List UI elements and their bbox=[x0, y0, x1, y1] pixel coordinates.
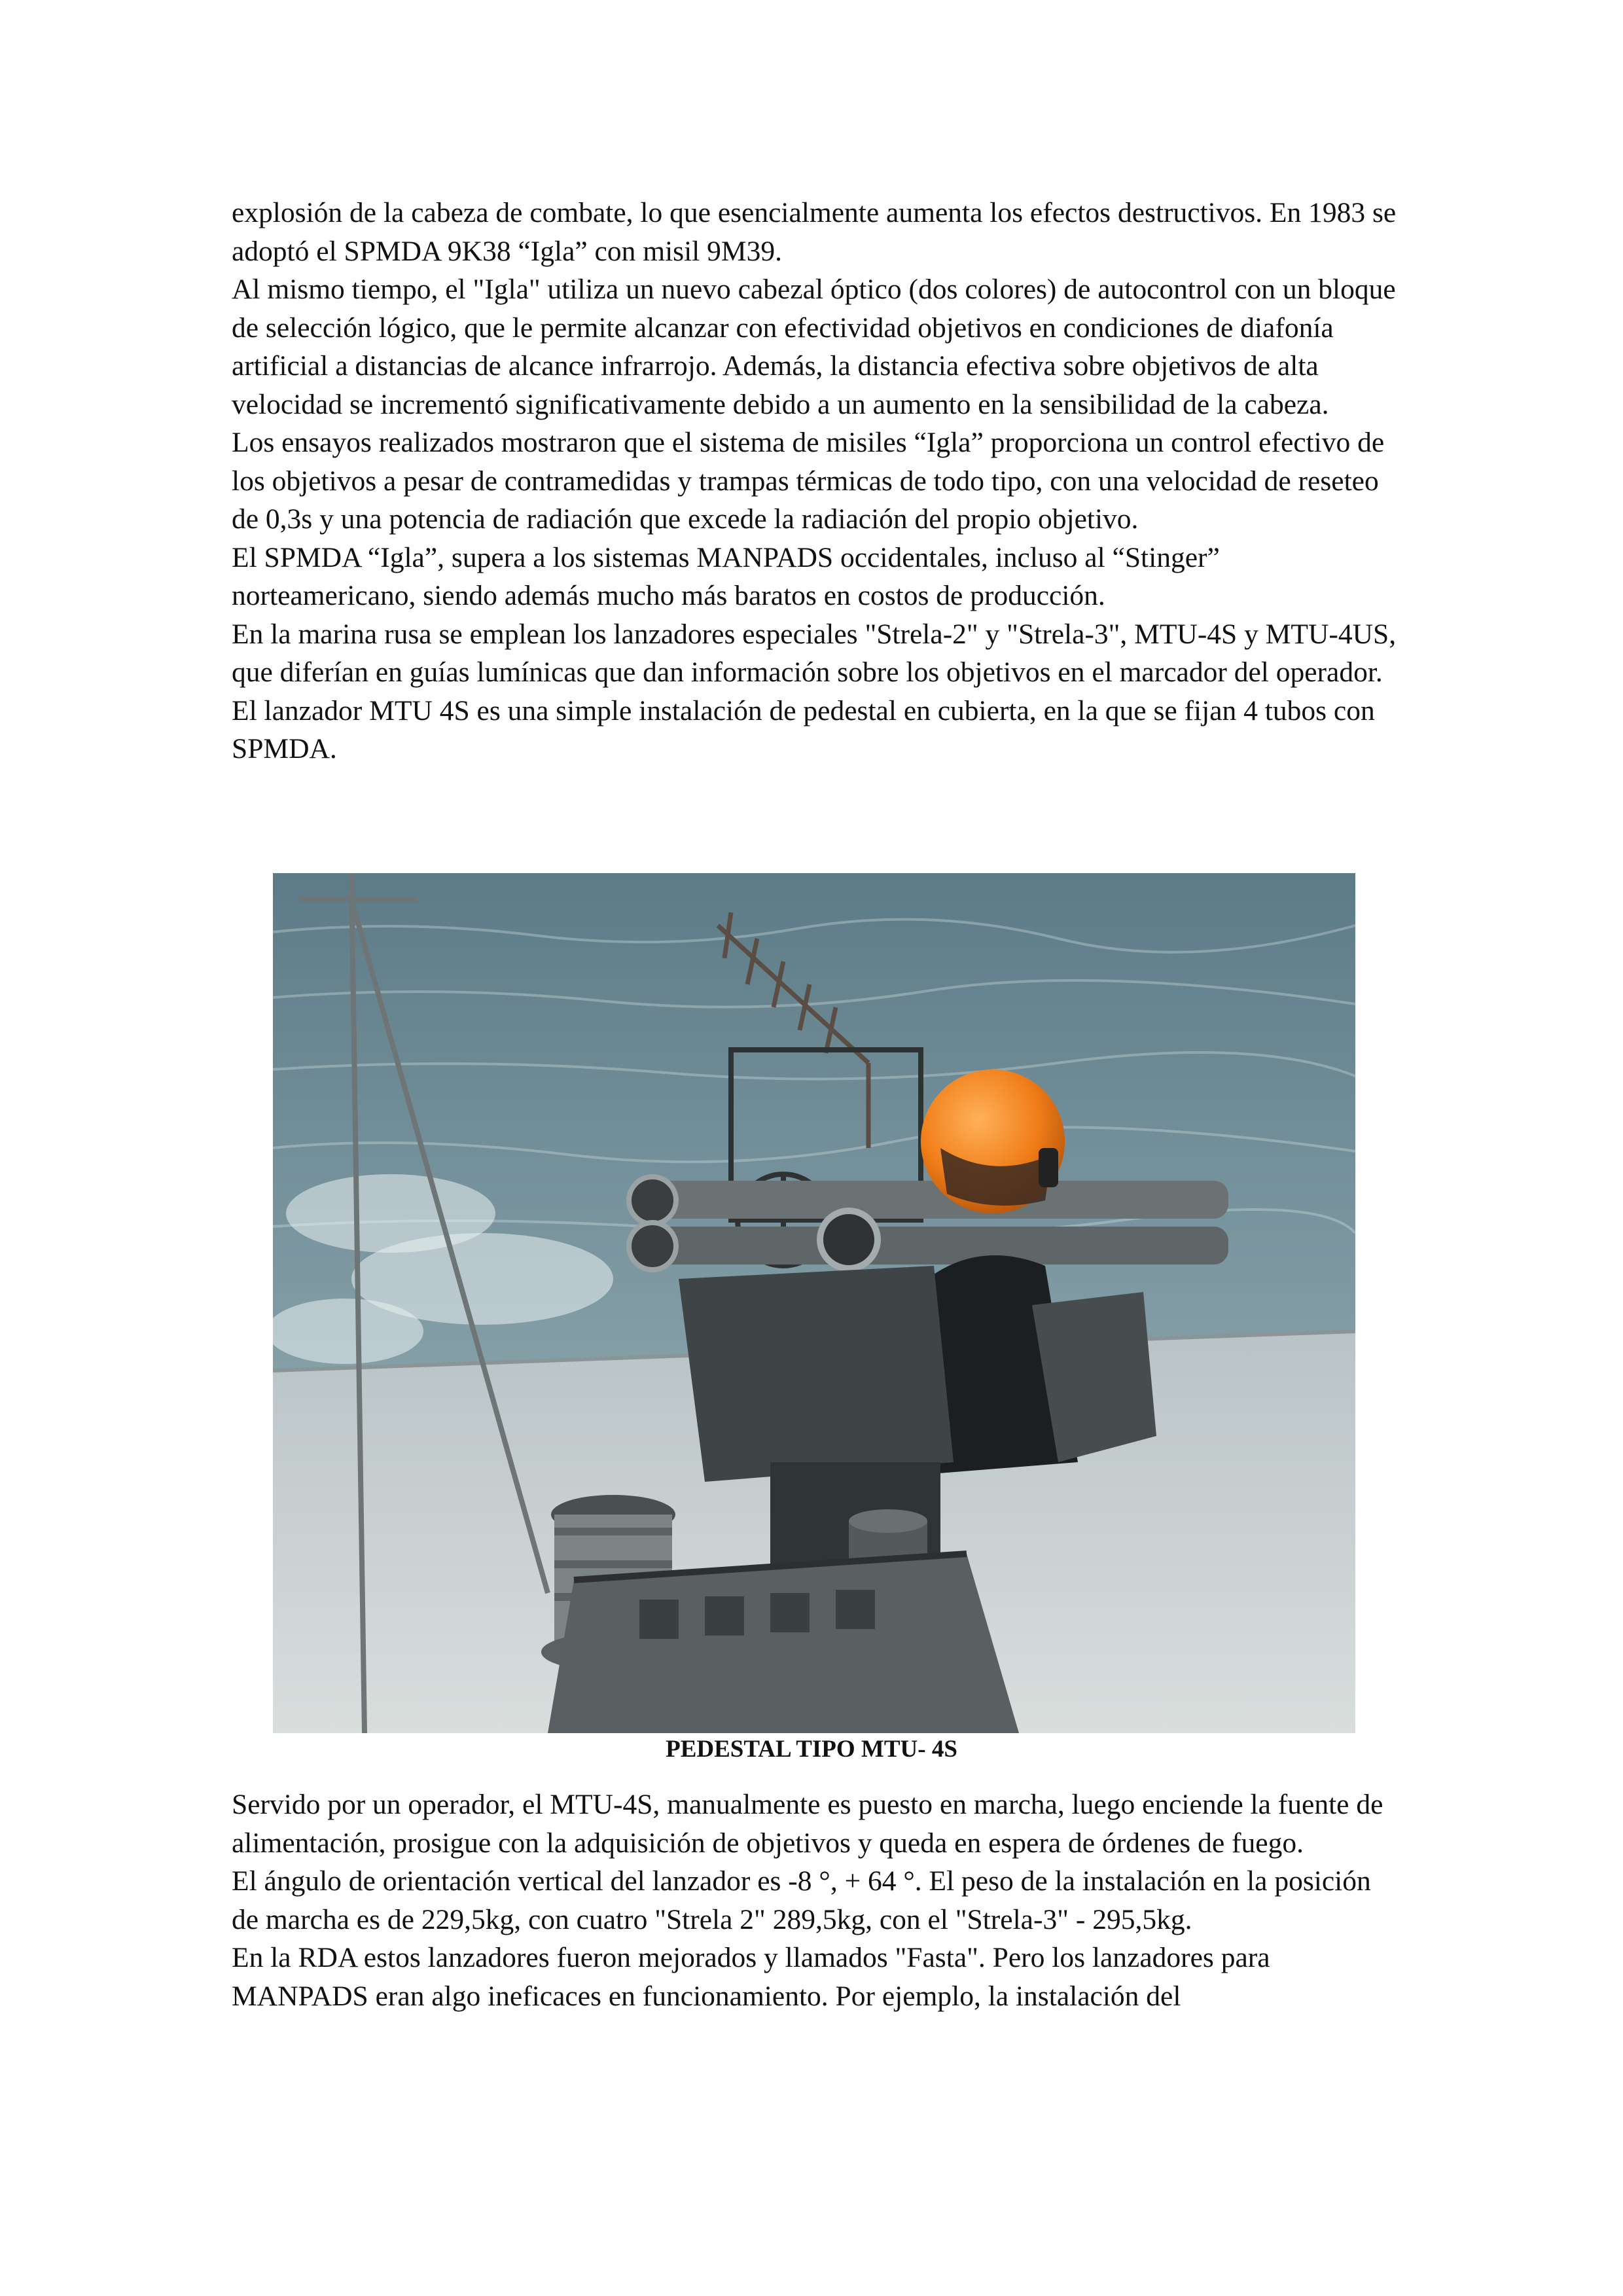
paragraph: explosión de la cabeza de combate, lo que esencialmente aumenta los efectos destructivos. En 1983 se adoptó el SPMDA 9K38 “Igla” con misil 9M39. bbox=[232, 197, 1397, 267]
paragraph: Los ensayos realizados mostraron que el sistema de misiles “Igla” proporciona un control efectivo de los objetivos a pesar de contramedidas y trampas térmicas de todo tipo, con una velocidad de reseteo de 0,3s y una potencia de radiación que excede la radiación del propio objetivo. bbox=[232, 427, 1385, 535]
figure-caption: PEDESTAL TIPO MTU- 4S bbox=[666, 1736, 957, 1763]
body-text-bottom bbox=[232, 1785, 1397, 2015]
body-text-top bbox=[232, 194, 1397, 768]
launcher-photo bbox=[273, 873, 1355, 1733]
paragraph: El SPMDA “Igla”, supera a los sistemas MANPADS occidentales, incluso al “Stinger” norteamericano, siendo además mucho más baratos en costos de producción. bbox=[232, 541, 1220, 611]
paragraph: En la RDA estos lanzadores fueron mejorados y llamados "Fasta". Pero los lanzadores para MANPADS eran algo ineficaces en funcionamiento. Por ejemplo, la instalación del bbox=[232, 1942, 1270, 2012]
paragraph: En la marina rusa se emplean los lanzadores especiales "Strela-2" y "Strela-3", MTU-4S y MTU-4US, que diferían en guías lumínicas que dan información sobre los objetivos en el marcador del operador. El lanzador MTU 4S es una simple instalación de pedestal en cubierta, en la que se fijan 4 tubos con SPMDA. bbox=[232, 618, 1397, 764]
paragraph: Servido por un operador, el MTU-4S, manualmente es puesto en marcha, luego enciende la fuente de alimentación, prosigue con la adquisición de objetivos y queda en espera de órdenes de fuego. bbox=[232, 1789, 1383, 1859]
paragraph: El ángulo de orientación vertical del lanzador es -8 °, + 64 °. El peso de la instalación en la posición de marcha es de 229,5kg, con cuatro "Strela 2" 289,5kg, con el "Strela-3" - 295,5kg. bbox=[232, 1865, 1371, 1935]
paragraph: Al mismo tiempo, el "Igla" utiliza un nuevo cabezal óptico (dos colores) de autocontrol con un bloque de selección lógico, que le permite alcanzar con efectividad objetivos en condiciones de diafonía artificial a distancias de alcance infrarrojo. Además, la distancia efectiva sobre objetivos de alta velocidad se incrementó significativamente debido a un aumento en la sensibilidad de la cabeza. bbox=[232, 274, 1396, 420]
